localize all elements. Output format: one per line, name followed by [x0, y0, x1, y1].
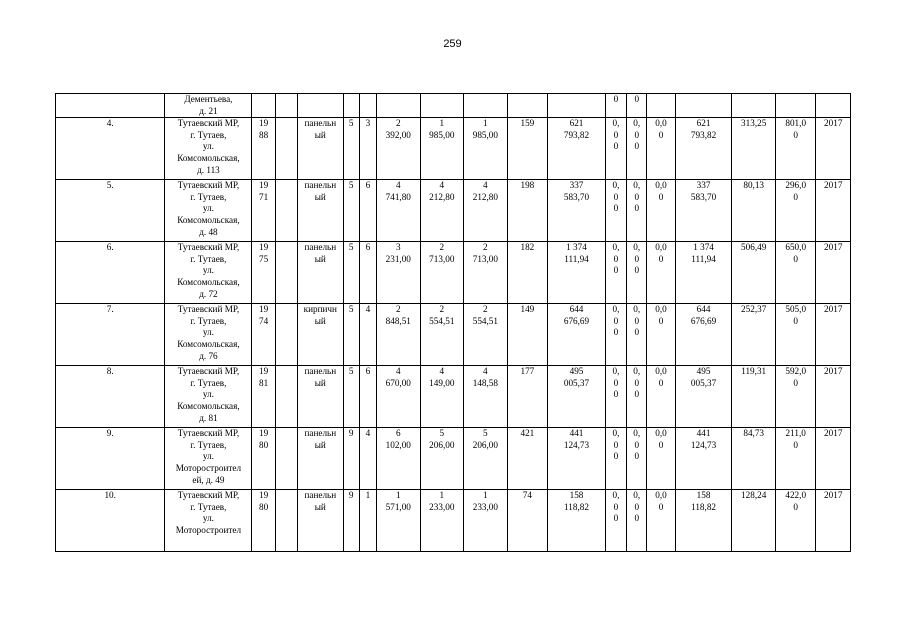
entrances-cell: 6: [359, 242, 376, 304]
limit-cost-cell: 592,0 0: [775, 366, 816, 428]
fund-cell-3: 0,0 0: [647, 180, 675, 242]
year-cell: 19 80: [252, 490, 275, 552]
fund-cell-1: 0, 0 0: [605, 428, 626, 490]
address-cell: Тутаевский МР, г. Тутаев, ул. Комсомольская, д. 76: [165, 304, 252, 366]
area-a-cell: 2 713,00: [420, 242, 464, 304]
fund-cell-3: 0,0 0: [647, 242, 675, 304]
area-total-cell: 4 670,00: [376, 366, 420, 428]
area-total-cell: 2 848,51: [376, 304, 420, 366]
address-cell: Тутаевский МР, г. Тутаев, ул. Моторостроител: [165, 490, 252, 552]
fund-cell-1: 0: [605, 94, 626, 118]
table-row-continued: [56, 94, 851, 118]
limit-cost-cell: 211,0 0: [775, 428, 816, 490]
material-cell: панельн ый: [298, 242, 344, 304]
cost-total-cell: 644 676,69: [548, 304, 606, 366]
address-cell: Тутаевский МР, г. Тутаев, ул. Моторостроител ей, д. 49: [165, 428, 252, 490]
area-a-cell: 2 554,51: [420, 304, 464, 366]
year-cell: 19 75: [252, 242, 275, 304]
limit-cost-cell: 505,0 0: [775, 304, 816, 366]
number-cell: 7.: [56, 304, 165, 366]
fund-cell-2: 0, 0 0: [627, 366, 647, 428]
table-row: [56, 490, 851, 552]
floors-cell: 5: [343, 242, 359, 304]
limit-cost-cell: 296,0 0: [775, 180, 816, 242]
floors-cell: 5: [343, 118, 359, 180]
area-a-cell: 1 985,00: [420, 118, 464, 180]
area-b-cell: 1 233,00: [464, 490, 508, 552]
fund-cell-3: 0,0 0: [647, 490, 675, 552]
limit-cost-cell: 422,0 0: [775, 490, 816, 552]
area-total-cell: 4 741,80: [376, 180, 420, 242]
unit-cost-cell: 506,49: [732, 242, 776, 304]
material-cell: панельн ый: [298, 490, 344, 552]
entrances-cell: 6: [359, 366, 376, 428]
own-funds-cell: 158 118,82: [675, 490, 732, 552]
number-cell: 6.: [56, 242, 165, 304]
fund-cell-1: 0, 0 0: [605, 490, 626, 552]
area-total-cell: 3 231,00: [376, 242, 420, 304]
address-cell: Тутаевский МР, г. Тутаев, ул. Комсомольская, д. 72: [165, 242, 252, 304]
cost-total-cell: 1 374 111,94: [548, 242, 606, 304]
unit-cost-cell: 252,37: [732, 304, 776, 366]
year-cell: 19 74: [252, 304, 275, 366]
table-body: [56, 94, 851, 552]
number-cell: 9.: [56, 428, 165, 490]
fund-cell-2: 0, 0 0: [627, 180, 647, 242]
plan-year-cell: 2017: [816, 118, 851, 180]
fund-cell-1: 0, 0 0: [605, 366, 626, 428]
own-funds-cell: 621 793,82: [675, 118, 732, 180]
entrances-cell: 4: [359, 428, 376, 490]
table-row: [56, 180, 851, 242]
cost-total-cell: 441 124,73: [548, 428, 606, 490]
fund-cell-2: 0: [627, 94, 647, 118]
material-cell: панельн ый: [298, 180, 344, 242]
material-cell: панельн ый: [298, 118, 344, 180]
unit-cost-cell: 128,24: [732, 490, 776, 552]
limit-cost-cell: 650,0 0: [775, 242, 816, 304]
table-row: [56, 428, 851, 490]
own-funds-cell: 495 005,37: [675, 366, 732, 428]
unit-cost-cell: 80,13: [732, 180, 776, 242]
floors-cell: 9: [343, 428, 359, 490]
area-a-cell: 1 233,00: [420, 490, 464, 552]
year-cell: 19 81: [252, 366, 275, 428]
address-cell: Дементьева, д. 21: [165, 94, 252, 118]
fund-cell-3: 0,0 0: [647, 304, 675, 366]
fund-cell-2: 0, 0 0: [627, 118, 647, 180]
residents-cell: 159: [507, 118, 548, 180]
fund-cell-2: 0, 0 0: [627, 490, 647, 552]
material-cell: панельн ый: [298, 366, 344, 428]
plan-year-cell: 2017: [816, 428, 851, 490]
material-cell: панельн ый: [298, 428, 344, 490]
plan-year-cell: 2017: [816, 242, 851, 304]
area-a-cell: 4 149,00: [420, 366, 464, 428]
area-b-cell: 2 554,51: [464, 304, 508, 366]
cost-total-cell: 495 005,37: [548, 366, 606, 428]
fund-cell-1: 0, 0 0: [605, 242, 626, 304]
area-b-cell: 1 985,00: [464, 118, 508, 180]
address-cell: Тутаевский МР, г. Тутаев, ул. Комсомольская, д. 81: [165, 366, 252, 428]
area-a-cell: 4 212,80: [420, 180, 464, 242]
area-total-cell: 2 392,00: [376, 118, 420, 180]
area-b-cell: 5 206,00: [464, 428, 508, 490]
fund-cell-2: 0, 0 0: [627, 428, 647, 490]
entrances-cell: 3: [359, 118, 376, 180]
plan-year-cell: 2017: [816, 366, 851, 428]
table-row: [56, 242, 851, 304]
limit-cost-cell: 801,0 0: [775, 118, 816, 180]
fund-cell-1: 0, 0 0: [605, 118, 626, 180]
unit-cost-cell: 119,31: [732, 366, 776, 428]
residents-cell: 149: [507, 304, 548, 366]
page-number: 259: [443, 38, 462, 50]
table-row: [56, 366, 851, 428]
fund-cell-1: 0, 0 0: [605, 180, 626, 242]
number-cell: 8.: [56, 366, 165, 428]
fund-cell-2: 0, 0 0: [627, 304, 647, 366]
entrances-cell: 4: [359, 304, 376, 366]
number-cell: 10.: [56, 490, 165, 552]
area-b-cell: 4 212,80: [464, 180, 508, 242]
cost-total-cell: 621 793,82: [548, 118, 606, 180]
entrances-cell: 6: [359, 180, 376, 242]
residents-cell: 74: [507, 490, 548, 552]
own-funds-cell: 644 676,69: [675, 304, 732, 366]
year-cell: 19 71: [252, 180, 275, 242]
address-cell: Тутаевский МР, г. Тутаев, ул. Комсомольская, д. 48: [165, 180, 252, 242]
floors-cell: 9: [343, 490, 359, 552]
own-funds-cell: 1 374 111,94: [675, 242, 732, 304]
number-cell: 4.: [56, 118, 165, 180]
year-cell: 19 88: [252, 118, 275, 180]
fund-cell-3: 0,0 0: [647, 428, 675, 490]
residents-cell: 198: [507, 180, 548, 242]
number-cell: 5.: [56, 180, 165, 242]
area-b-cell: 4 148,58: [464, 366, 508, 428]
plan-year-cell: 2017: [816, 304, 851, 366]
residents-cell: 177: [507, 366, 548, 428]
area-b-cell: 2 713,00: [464, 242, 508, 304]
material-cell: кирпичн ый: [298, 304, 344, 366]
year-cell: 19 80: [252, 428, 275, 490]
entrances-cell: 1: [359, 490, 376, 552]
residents-cell: 421: [507, 428, 548, 490]
unit-cost-cell: 84,73: [732, 428, 776, 490]
fund-cell-3: 0,0 0: [647, 118, 675, 180]
fund-cell-1: 0, 0 0: [605, 304, 626, 366]
floors-cell: 5: [343, 180, 359, 242]
own-funds-cell: 337 583,70: [675, 180, 732, 242]
table-row: [56, 118, 851, 180]
table-row: [56, 304, 851, 366]
area-total-cell: 6 102,00: [376, 428, 420, 490]
address-cell: Тутаевский МР, г. Тутаев, ул. Комсомольская, д. 113: [165, 118, 252, 180]
cost-total-cell: 158 118,82: [548, 490, 606, 552]
register-table: [55, 93, 851, 552]
plan-year-cell: 2017: [816, 180, 851, 242]
area-total-cell: 1 571,00: [376, 490, 420, 552]
residents-cell: 182: [507, 242, 548, 304]
floors-cell: 5: [343, 304, 359, 366]
area-a-cell: 5 206,00: [420, 428, 464, 490]
own-funds-cell: 441 124,73: [675, 428, 732, 490]
floors-cell: 5: [343, 366, 359, 428]
unit-cost-cell: 313,25: [732, 118, 776, 180]
plan-year-cell: 2017: [816, 490, 851, 552]
fund-cell-3: 0,0 0: [647, 366, 675, 428]
fund-cell-2: 0, 0 0: [627, 242, 647, 304]
cost-total-cell: 337 583,70: [548, 180, 606, 242]
